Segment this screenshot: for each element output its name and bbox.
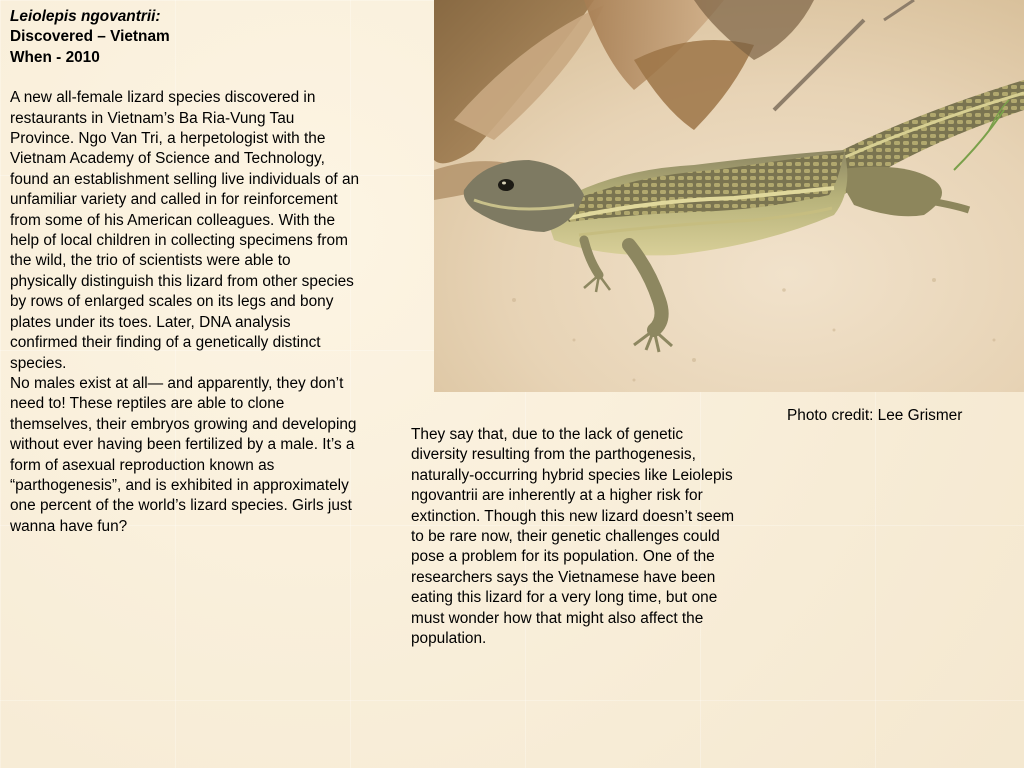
right-text-column [411,425,736,649]
paragraph-parthenogenesis: No males exist at all— and apparently, they don’t need to! These reptiles are able to clone themselves, their embryos growing and developing without ever having been fertilized by a male. It’s a form of asexual reproduction known as “parthogenesis”, and is exhibited in approximately one percent of the world’s lizard species. Girls just wanna have fun? [10,374,357,535]
discovered-line: Discovered – Vietnam [10,28,170,46]
left-text-column [10,7,360,537]
photo-credit: Photo credit: Lee Grismer [787,407,963,424]
species-colon: : [155,8,161,25]
lizard-photo [434,0,1024,392]
species-name: Leiolepis ngovantrii [10,8,156,25]
paragraph-discovery: A new all-female lizard species discovered in restaurants in Vietnam’s Ba Ria-Vung Tau Province. Ngo Van Tri, a herpetologist with the Vietnam Academy of Science and Technology, found an establishment selling live individuals of an unfamiliar variety and called in for reinforcement from some of his American colleagues. With the help of local children in collecting specimens from the wild, the trio of scientists were able to physically distinguish this lizard from other species by rows of enlarged scales on its legs and bony plates under its toes. Later, DNA analysis confirmed their finding of a genetically distinct species. [10,89,360,372]
lizard-photo-drawing [434,0,1024,392]
paragraph-extinction-risk: They say that, due to the lack of genetic diversity resulting from the parthogenesis, naturally-occurring hybrid species like Leiolepis ngovantrii are inherently at a higher risk for extinction. Though this new lizard doesn’t seem to be rare now, their genetic challenges could pose a problem for its population. One of the researchers says the Vietnamese have been eating this lizard for a very long time, but one must wonder how that might also affect the population. [411,426,735,648]
when-line: When - 2010 [10,48,100,66]
spacer [10,68,360,88]
species-heading [10,7,360,27]
